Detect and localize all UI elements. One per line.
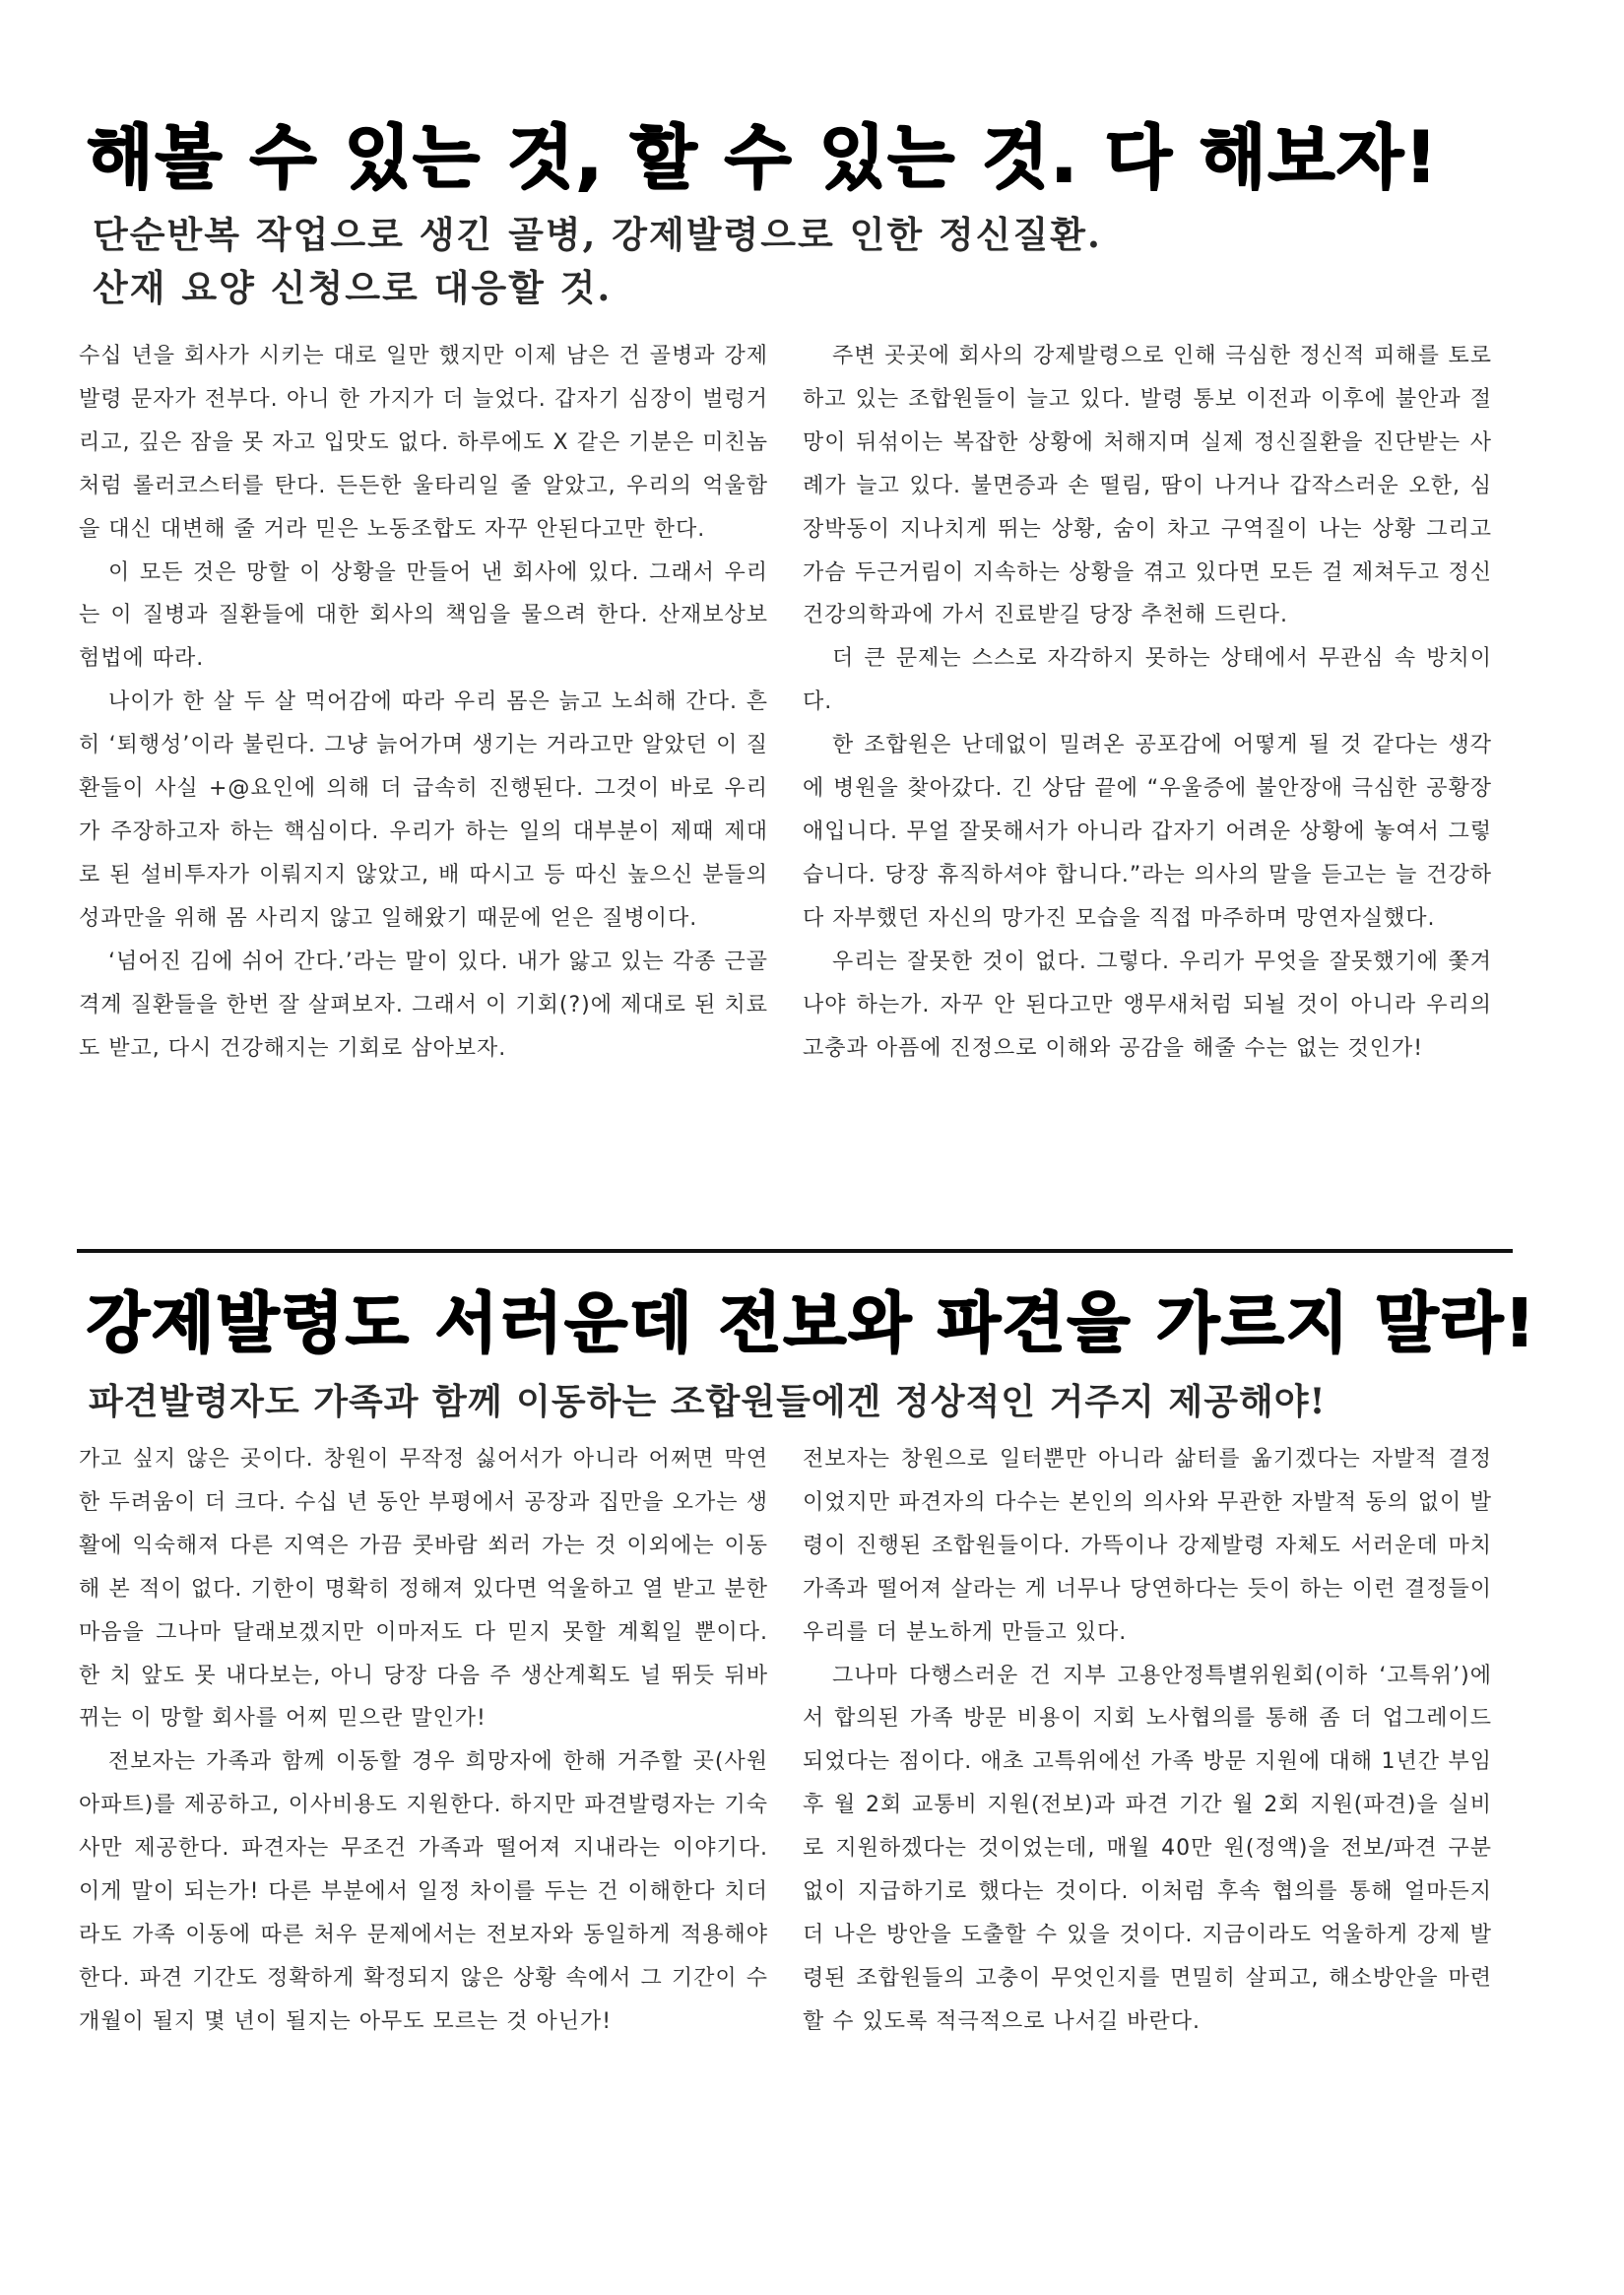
article1-right-paragraph: 주변 곳곳에 회사의 강제발령으로 인해 극심한 정신적 피해를 토로하고 있는 조합원들이 늘고 있다. 발령 통보 이전과 이후에 불안과 절망이 뒤섞이는 복잡한 상황에 처해지며 실제 정신질환을 진단받는 사례가 늘고 있다. 불면증과 손 떨림, 땀이 나거나 갑작스러운 오한, 심장박동이 지나치게 뛰는 상황, 숨이 차고 구역질이 나는 상황 그리고 가슴 두근거림이 지속하는 상황을 겪고 있다면 모든 걸 제쳐두고 정신건강의학과에 가서 진료받길 당장 추천해 드린다. <box>803 344 1492 628</box>
article2-left-column <box>79 1438 768 2044</box>
article1-left-paragraph: ‘넘어진 김에 쉬어 간다.’라는 말이 있다. 내가 앓고 있는 각종 근골격계 질환들을 한번 잘 살펴보자. 그래서 이 기회(?)에 제대로 된 치료도 받고, 다시 건강해지는 기회로 삼아보자. <box>79 949 768 1061</box>
article2-subhead: 파견발령자도 가족과 함께 이동하는 조합원들에겐 정상적인 거주지 제공해야! <box>89 1381 1327 1422</box>
article1-left-paragraph: 이 모든 것은 망할 이 상황을 만들어 낸 회사에 있다. 그래서 우리는 이 질병과 질환들에 대한 회사의 책임을 물으려 한다. 산재보상보험법에 따라. <box>79 559 768 672</box>
article1-headline: 해볼 수 있는 것, 할 수 있는 것. 다 해보자! <box>87 117 1439 198</box>
article2-right-paragraph: 전보자는 창원으로 일터뿐만 아니라 삶터를 옮기겠다는 자발적 결정이었지만 파견자의 다수는 본인의 의사와 무관한 자발적 동의 없이 발령이 진행된 조합원들이다. 가뜩이나 강제발령 자체도 서러운데 마치 가족과 떨어져 살라는 게 너무나 당연하다는 듯이 하는 이런 결정들이 우리를 더 분노하게 만들고 있다. <box>803 1447 1492 1645</box>
article2-right-paragraph: 그나마 다행스러운 건 지부 고용안정특별위원회(이하 ‘고특위’)에서 합의된 가족 방문 비용이 지회 노사협의를 통해 좀 더 업그레이드되었다는 점이다. 애초 고특위에선 가족 방문 지원에 대해 1년간 부임 후 월 2회 교통비 지원(전보)과 파견 기간 월 2회 지원(파견)을 실비로 지원하겠다는 것이었는데, 매월 40만 원(정액)을 전보/파견 구분 없이 지급하기로 했다는 것이다. 이처럼 후속 협의를 통해 얼마든지 더 나은 방안을 도출할 수 있을 것이다. 지금이라도 억울하게 강제 발령된 조합원들의 고충이 무엇인지를 면밀히 살피고, 해소방안을 마련할 수 있도록 적극적으로 나서길 바란다. <box>803 1663 1492 2034</box>
article2-headline: 강제발령도 서러운데 전보와 파견을 가르지 말라! <box>87 1285 1537 1361</box>
article1-subhead-line1: 단순반복 작업으로 생긴 골병, 강제발령으로 인한 정신질환. <box>93 213 1102 256</box>
article1-subhead-line2: 산재 요양 신청으로 대응할 것. <box>93 266 613 309</box>
article1-right-column <box>803 335 1492 1070</box>
article1-left-paragraph: 나이가 한 살 두 살 먹어감에 따라 우리 몸은 늙고 노쇠해 간다. 흔히 ‘퇴행성’이라 불린다. 그냥 늙어가며 생기는 거라고만 알았던 이 질환들이 사실 +@요인에 의해 더 급속히 진행된다. 그것이 바로 우리가 주장하고자 하는 핵심이다. 우리가 하는 일의 대부분이 제때 제대로 된 설비투자가 이뤄지지 않았고, 배 따시고 등 따신 높으신 분들의 성과만을 위해 몸 사리지 않고 일해왔기 때문에 얻은 질병이다. <box>79 689 768 931</box>
article1-left-column <box>79 335 768 1070</box>
article1-left-paragraph: 수십 년을 회사가 시키는 대로 일만 했지만 이제 남은 건 골병과 강제발령 문자가 전부다. 아니 한 가지가 더 늘었다. 갑자기 심장이 벌렁거리고, 깊은 잠을 못 자고 입맛도 없다. 하루에도 X 같은 기분은 미친놈처럼 롤러코스터를 탄다. 든든한 울타리일 줄 알았고, 우리의 억울함을 대신 대변해 줄 거라 믿은 노동조합도 자꾸 안된다고만 한다. <box>79 344 768 542</box>
article1-right-paragraph: 우리는 잘못한 것이 없다. 그렇다. 우리가 무엇을 잘못했기에 쫓겨나야 하는가. 자꾸 안 된다고만 앵무새처럼 되뇔 것이 아니라 우리의 고충과 아픔에 진정으로 이해와 공감을 해줄 수는 없는 것인가! <box>803 949 1492 1061</box>
section-divider <box>77 1249 1513 1253</box>
article1-right-paragraph: 한 조합원은 난데없이 밀려온 공포감에 어떻게 될 것 같다는 생각에 병원을 찾아갔다. 긴 상담 끝에 “우울증에 불안장애 극심한 공황장애입니다. 무얼 잘못해서가 아니라 갑자기 어려운 상황에 놓여서 그렇습니다. 당장 휴직하셔야 합니다.”라는 의사의 말을 듣고는 늘 건강하다 자부했던 자신의 망가진 모습을 직접 마주하며 망연자실했다. <box>803 733 1492 931</box>
article2-right-column <box>803 1438 1492 2044</box>
article2-left-paragraph: 가고 싶지 않은 곳이다. 창원이 무작정 싫어서가 아니라 어쩌면 막연한 두려움이 더 크다. 수십 년 동안 부평에서 공장과 집만을 오가는 생활에 익숙해져 다른 지역은 가끔 콧바람 쐬러 가는 것 이외에는 이동해 본 적이 없다. 기한이 명확히 정해져 있다면 억울하고 열 받고 분한 마음을 그나마 달래보겠지만 이마저도 다 믿지 못할 계획일 뿐이다. 한 치 앞도 못 내다보는, 아니 당장 다음 주 생산계획도 널 뛰듯 뒤바뀌는 이 망할 회사를 어찌 믿으란 말인가! <box>79 1447 768 1732</box>
article2-left-paragraph: 전보자는 가족과 함께 이동할 경우 희망자에 한해 거주할 곳(사원 아파트)를 제공하고, 이사비용도 지원한다. 하지만 파견발령자는 기숙사만 제공한다. 파견자는 무조건 가족과 떨어져 지내라는 이야기다. 이게 말이 되는가! 다른 부분에서 일정 차이를 두는 건 이해한다 치더라도 가족 이동에 따른 처우 문제에서는 전보자와 동일하게 적용해야 한다. 파견 기간도 정확하게 확정되지 않은 상황 속에서 그 기간이 수개월이 될지 몇 년이 될지는 아무도 모르는 것 아닌가! <box>79 1749 768 2034</box>
article1-right-paragraph: 더 큰 문제는 스스로 자각하지 못하는 상태에서 무관심 속 방치이다. <box>803 646 1492 715</box>
